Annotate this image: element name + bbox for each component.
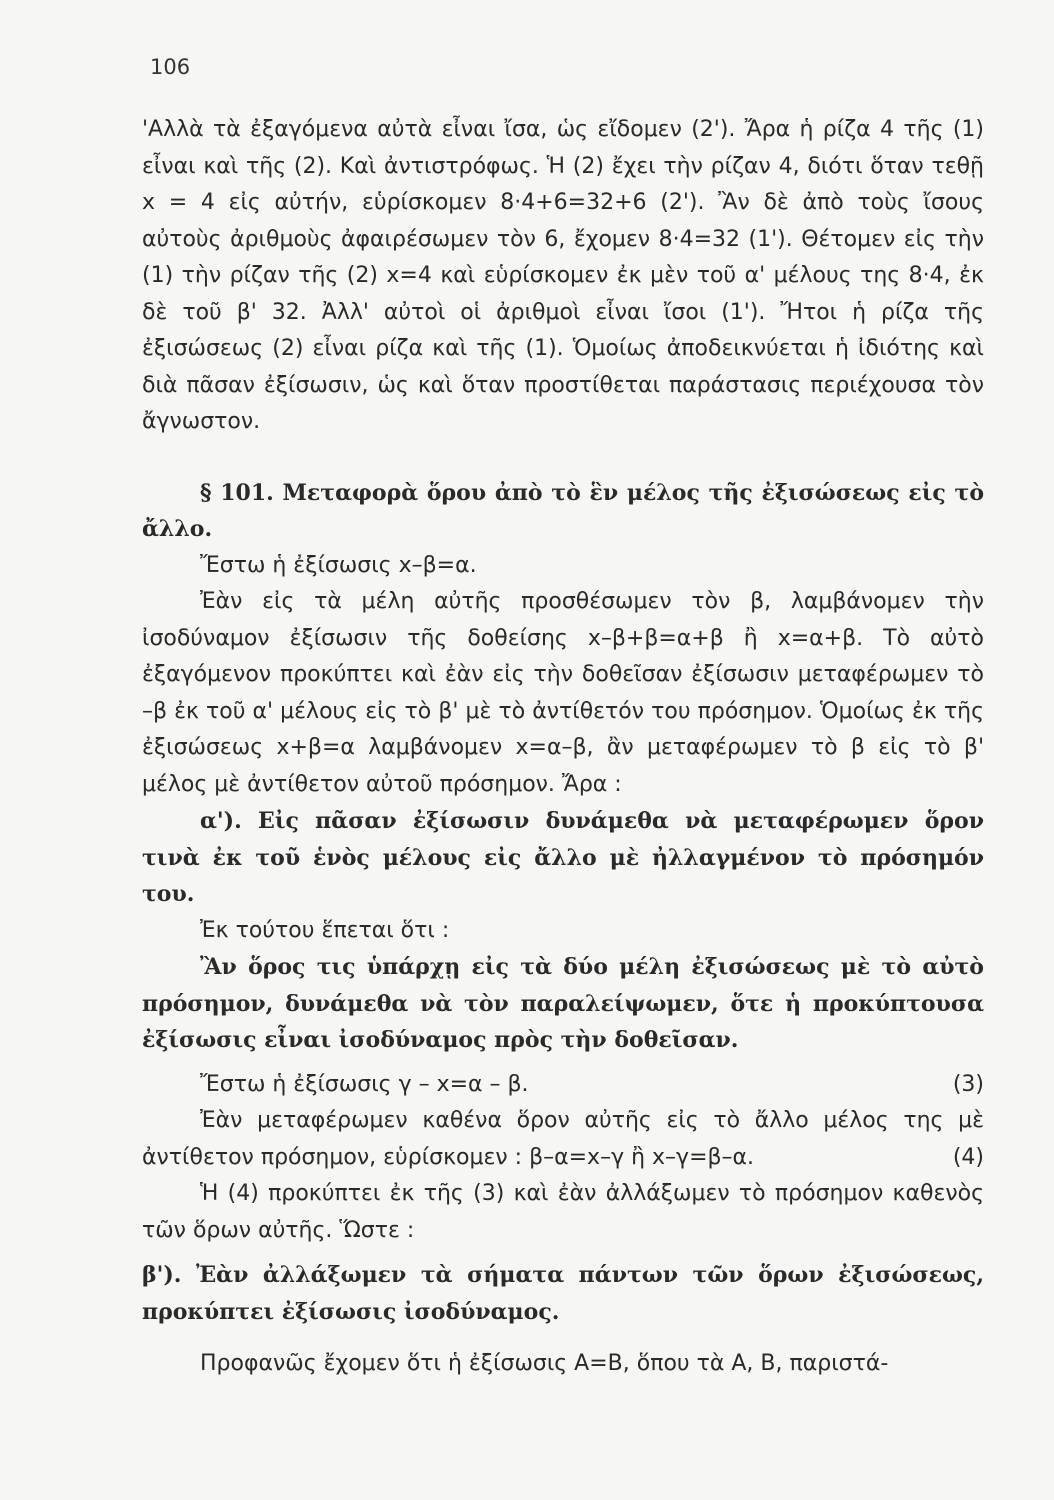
- rule-a: α'). Εἰς πᾶσαν ἐξίσωσιν δυνάμεθα νὰ μεταφέρωμεν ὅρον τινὰ ἐκ τοῦ ἑνὸς μέλους εἰς ἄλλο μὲ ἠλλαγμένον τὸ πρόσημόν του.: [142, 808, 984, 907]
- body-text: [142, 112, 984, 1383]
- rule-b: β'). Ἐὰν ἀλλάξωμεν τὰ σήματα πάντων τῶν ὅρων ἐξισώσεως, προκύπτει ἐξίσωσις ἰσοδύναμος.: [142, 1262, 984, 1325]
- paragraph-transfer-explanation: Ἐὰν εἰς τὰ μέλη αὐτῆς προσθέσωμεν τὸν β, λαμβάνομεν τὴν ἰσοδύναμον ἐξίσωσιν τῆς δοθείσης x–β+β=α+β ἢ x=α+β. Τὸ αὐτὸ ἐξαγόμενον προκύπτει καὶ ἐὰν εἰς τὴν δοθεῖσαν ἐξίσωσιν μεταφέρωμεν τὸ –β ἐκ τοῦ α' μέλους εἰς τὸ β' μὲ τὸ ἀντίθετόν του πρόσημον. Ὁμοίως ἐκ τῆς ἐξισώσεως x+β=α λαμβάνομεν x=α–β, ἂν μεταφέρωμεν τὸ β εἰς τὸ β' μέλος μὲ ἀντίθετον αὐτοῦ πρόσημον. Ἄρα :: [142, 589, 984, 797]
- spacer: [142, 1059, 984, 1067]
- paragraph-transfer-all: [142, 1103, 984, 1176]
- equation-3-label: (3): [952, 1071, 984, 1097]
- paragraph-consequence: Ἐκ τούτου ἕπεται ὅτι :: [200, 917, 450, 943]
- paragraph-let-equation: Ἔστω ἡ ἐξίσωσις x–β=α.: [200, 552, 477, 578]
- paragraph-obvious: Προφανῶς ἔχομεν ὅτι ἡ ἐξίσωσις A=B, ὅπου τὰ A, B, παριστά-: [200, 1351, 889, 1376]
- paragraph-sign-change: Ἡ (4) προκύπτει ἐκ τῆς (3) καὶ ἐὰν ἀλλάξωμεν τὸ πρόσημον καθενὸς τῶν ὅρων αὐτῆς. Ὥστε :: [142, 1181, 984, 1243]
- equation-4-text: Ἐὰν μεταφέρωμεν καθένα ὅρον αὐτῆς εἰς τὸ ἄλλο μέλος της μὲ ἀντίθετον πρόσημον, εὑρίσκομεν : β–α=x–γ ἢ x–γ=β–α.: [142, 1108, 984, 1170]
- equation-4-label: (4): [952, 1144, 984, 1170]
- equation-3-text: Ἔστω ἡ ἐξίσωσις γ – x=α – β.: [200, 1071, 529, 1097]
- section-heading: § 101. Μεταφορὰ ὅρου ἀπὸ τὸ ἓν μέλος τῆς ἐξισώσεως εἰς τὸ ἄλλο.: [142, 479, 984, 542]
- page-number: 106: [150, 55, 191, 79]
- rule-cancel-term: Ἂν ὅρος τις ὑπάρχῃ εἰς τὰ δύο μέλη ἐξισώσεως μὲ τὸ αὐτὸ πρόσημον, δυνάμεθα νὰ τὸν παραλείψωμεν, ὅτε ἡ προκύπτουσα ἐξίσωσις εἶναι ἰσοδύναμος πρὸς τὴν δοθεῖσαν.: [142, 954, 984, 1053]
- equation-3-line: [142, 1067, 984, 1104]
- paragraph-proof: 'Αλλὰ τὰ ἐξαγόμενα αὐτὰ εἶναι ἴσα, ὡς εἴδομεν (2'). Ἄρα ἡ ρίζα 4 τῆς (1) εἶναι καὶ τῆς (2). Καὶ ἀντιστρόφως. Ἡ (2) ἔχει τὴν ρίζαν 4, διότι ὅταν τεθῇ x = 4 εἰς αὐτήν, εὑρίσκομεν 8·4+6=32+6 (2'). Ἂν δὲ ἀπὸ τοὺς ἴσους αὐτοὺς ἀριθμοὺς ἀφαιρέσωμεν τὸν 6, ἔχομεν 8·4=32 (1'). Θέτομεν εἰς τὴν (1) τὴν ρίζαν τῆς (2) x=4 καὶ εὑρίσκομεν ἐκ μὲν τοῦ α' μέλους της 8·4, ἐκ δὲ τοῦ β' 32. Ἀλλ' αὐτοὶ οἱ ἀριθμοὶ εἶναι ἴσοι (1'). Ἤτοι ἡ ρίζα τῆς ἐξισώσεως (2) εἶναι ρίζα καὶ τῆς (1). Ὁμοίως ἀποδεικνύεται ἡ ἰδιότης καὶ διὰ πᾶσαν ἐξίσωσιν, ὡς καὶ ὅταν προστίθεται παράστασις περιέχουσα τὸν ἄγνωστον.: [142, 117, 984, 434]
